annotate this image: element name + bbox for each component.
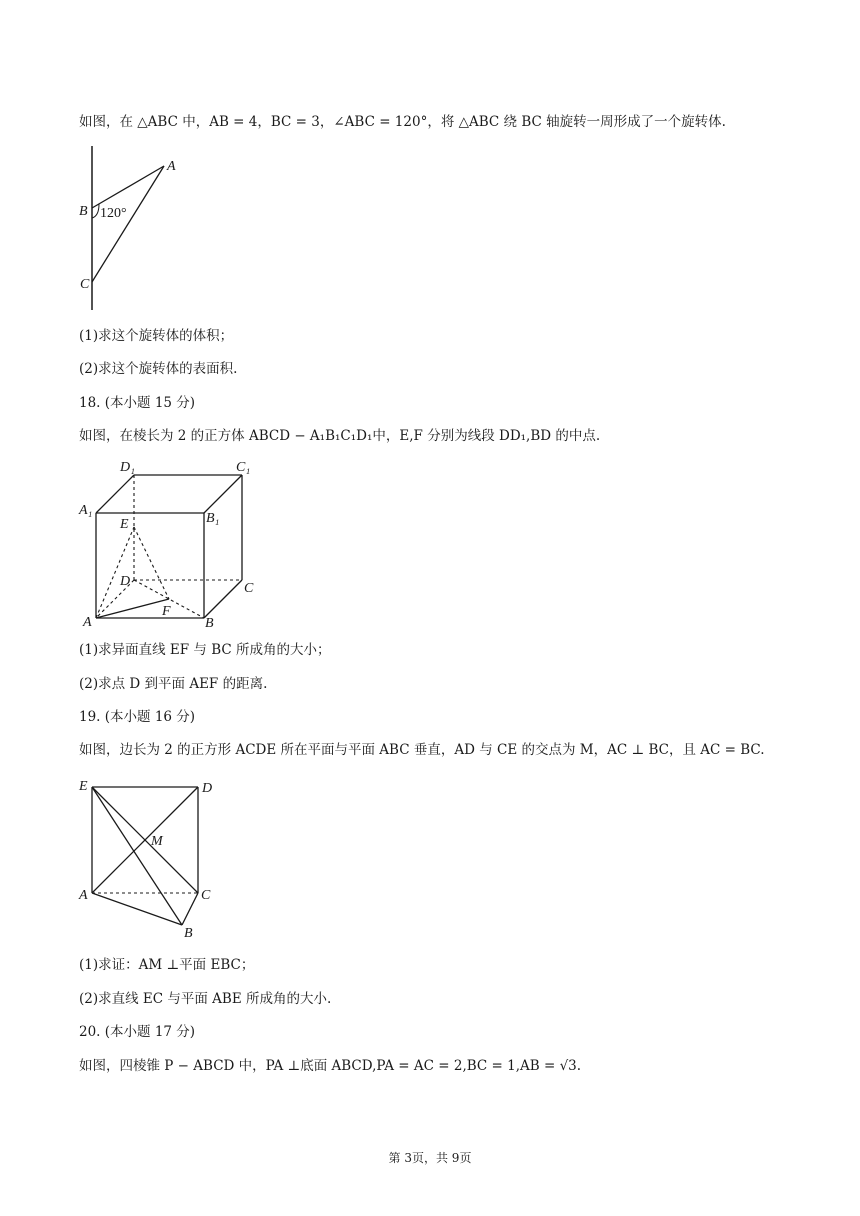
q19-square-figure [76,775,226,944]
label-f: F [162,604,171,619]
label-c1: C₁ [236,460,251,475]
q18-stem: 如图，在棱长为 2 的正方体 ABCD − A₁B₁C₁D₁中，E,F 分别为线段 DD₁,BD 的中点. [79,428,601,444]
label-b: B [205,616,214,631]
q17-part2: (2)求这个旋转体的表面积. [79,361,238,377]
q17-part1: (1)求这个旋转体的体积； [79,328,234,344]
label-d: D [120,574,131,589]
label-a: A [167,159,176,174]
q18-part1: (1)求异面直线 EF 与 BC 所成角的大小； [79,642,331,658]
label-d: D [202,781,213,796]
page-footer: 第 3页，共 9页 [388,1151,472,1165]
q19-stem: 如图，边长为 2 的正方形 ACDE 所在平面与平面 ABC 垂直，AD 与 CE 的交点为 M，AC ⊥ BC，且 AC = BC. [79,742,765,758]
label-c: C [201,888,211,903]
q20-stem: 如图，四棱锥 P − ABCD 中，PA ⊥底面 ABCD,PA = AC = 2,BC = 1,AB = √3. [79,1058,582,1074]
q18-part2: (2)求点 D 到平面 AEF 的距离. [79,676,268,692]
label-e: E [79,779,88,794]
q19-part1: (1)求证：AM ⊥平面 EBC； [79,957,255,973]
label-b: B [184,926,193,940]
q19-part2: (2)求直线 EC 与平面 ABE 所成角的大小. [79,991,332,1007]
label-angle: 120° [100,206,127,221]
q17-triangle-figure [72,142,202,318]
label-c: C [80,277,90,292]
label-m: M [151,834,163,849]
label-b1: B₁ [206,511,220,526]
label-d1: D₁ [120,460,135,475]
label-c: C [244,581,254,596]
q17-stem: 如图，在 △ABC 中，AB = 4，BC = 3，∠ABC = 120°，将 △ABC 绕 BC 轴旋转一周形成了一个旋转体. [79,114,726,130]
q18-cube-figure [76,455,266,637]
segment-ac [92,166,164,282]
q20-header: 20. (本小题 17 分) [79,1024,196,1040]
label-a: A [83,615,92,630]
label-e: E [120,517,129,532]
segment-ab [92,166,164,208]
label-a1: A₁ [79,503,93,518]
label-a: A [79,888,88,903]
q18-header: 18. (本小题 15 分) [79,395,196,411]
q19-header: 19. (本小题 16 分) [79,709,196,725]
label-b: B [79,204,88,219]
